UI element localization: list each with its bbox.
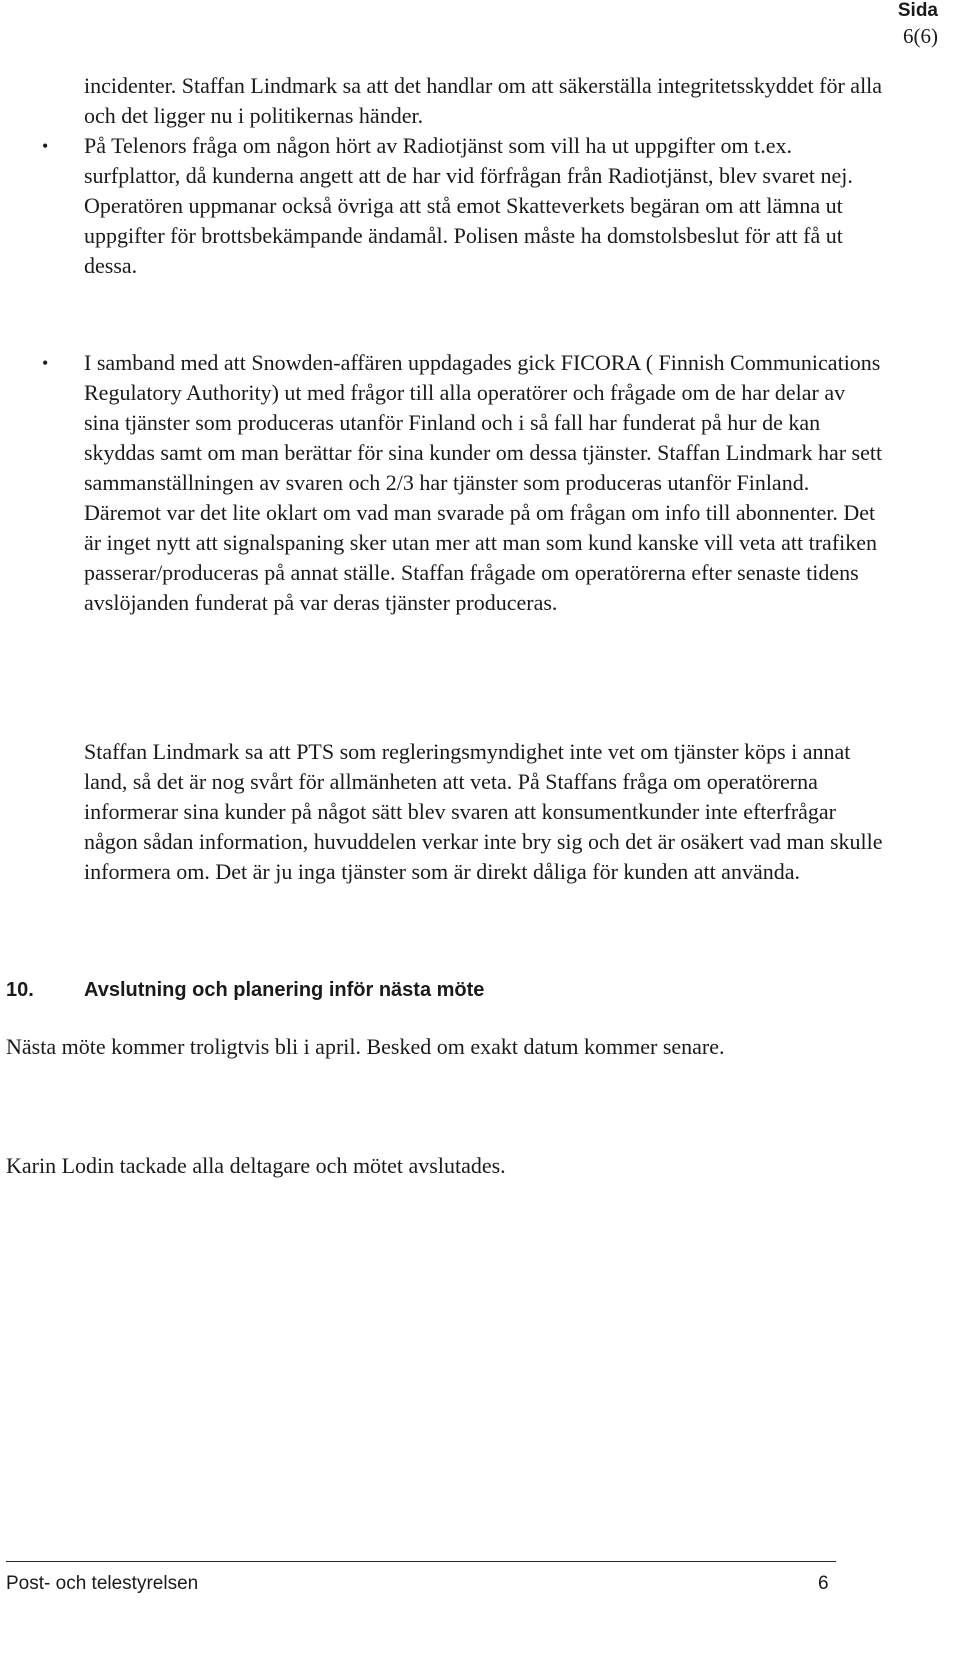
page-label: Sida — [897, 0, 938, 21]
closing-paragraph: Karin Lodin tackade alla deltagare och mötet avslutades. — [6, 1153, 506, 1178]
next-meeting-paragraph: Nästa möte kommer troligtvis bli i april. Besked om exakt datum kommer senare. — [6, 1034, 725, 1059]
footer-divider — [6, 1561, 836, 1562]
footer-organization: Post- och telestyrelsen — [6, 1573, 199, 1594]
section-heading — [6, 976, 484, 1004]
section-number: 10. — [6, 979, 34, 1001]
bullet-followup-paragraph: Staffan Lindmark sa att PTS som regleringsmyndighet inte vet om tjänster köps i annat land, så det är nog svårt för allmänheten att veta. På Staffans fråga om operatörerna informerar sina kunder på något sätt blev svaren att konsumentkunder inte efterfrågar någon sådan information, huvuddelen verkar inte bry sig och det är osäkert vad man skulle informera om. Det är ju inga tjänster som är direkt dåliga för kunden att använda. — [84, 739, 883, 884]
footer-page-number: 6 — [818, 1573, 829, 1594]
bullet-item-telenor: På Telenors fråga om någon hört av Radiotjänst som vill ha ut uppgifter om t.ex. surfplattor, då kunderna angett att de har vid förfrågan från Radiotjänst, blev svaret nej. Operatören uppmanar också övriga att stå emot Skatteverkets begäran om att lämna ut uppgifter för brottsbekämpande ändamål. Polisen måste ha domstolsbeslut för att få ut dessa. — [84, 133, 853, 278]
bullet-item-ficora: I samband med att Snowden-affären uppdagades gick FICORA ( Finnish Communications Regulatory Authority) ut med frågor till alla operatörer och frågade om de har delar av sina tjänster som produceras utanför Finland och i så fall har funderat på hur de kan skyddas samt om man berättar för sina kunder om dessa tjänster. Staffan Lindmark har sett sammanställningen av svaren och 2/3 har tjänster som produceras utanför Finland. Däremot var det lite oklart om vad man svarade på om frågan om info till abonnenter. Det är inget nytt att signalspaning sker utan mer att man som kund kanske vill veta att trafiken passerar/produceras på annat ställe. Staffan frågade om operatörerna efter senaste tidens avslöjanden funderat på var deras tjänster produceras. — [84, 350, 883, 615]
bullet-icon: • — [42, 353, 49, 373]
page-number: 6(6) — [903, 24, 938, 48]
bullet-icon: • — [42, 136, 49, 156]
section-title: Avslutning och planering inför nästa möte — [84, 979, 485, 1001]
continuation-paragraph: incidenter. Staffan Lindmark sa att det handlar om att säkerställa integritetsskyddet för alla och det ligger nu i politikernas händer. — [84, 73, 883, 128]
